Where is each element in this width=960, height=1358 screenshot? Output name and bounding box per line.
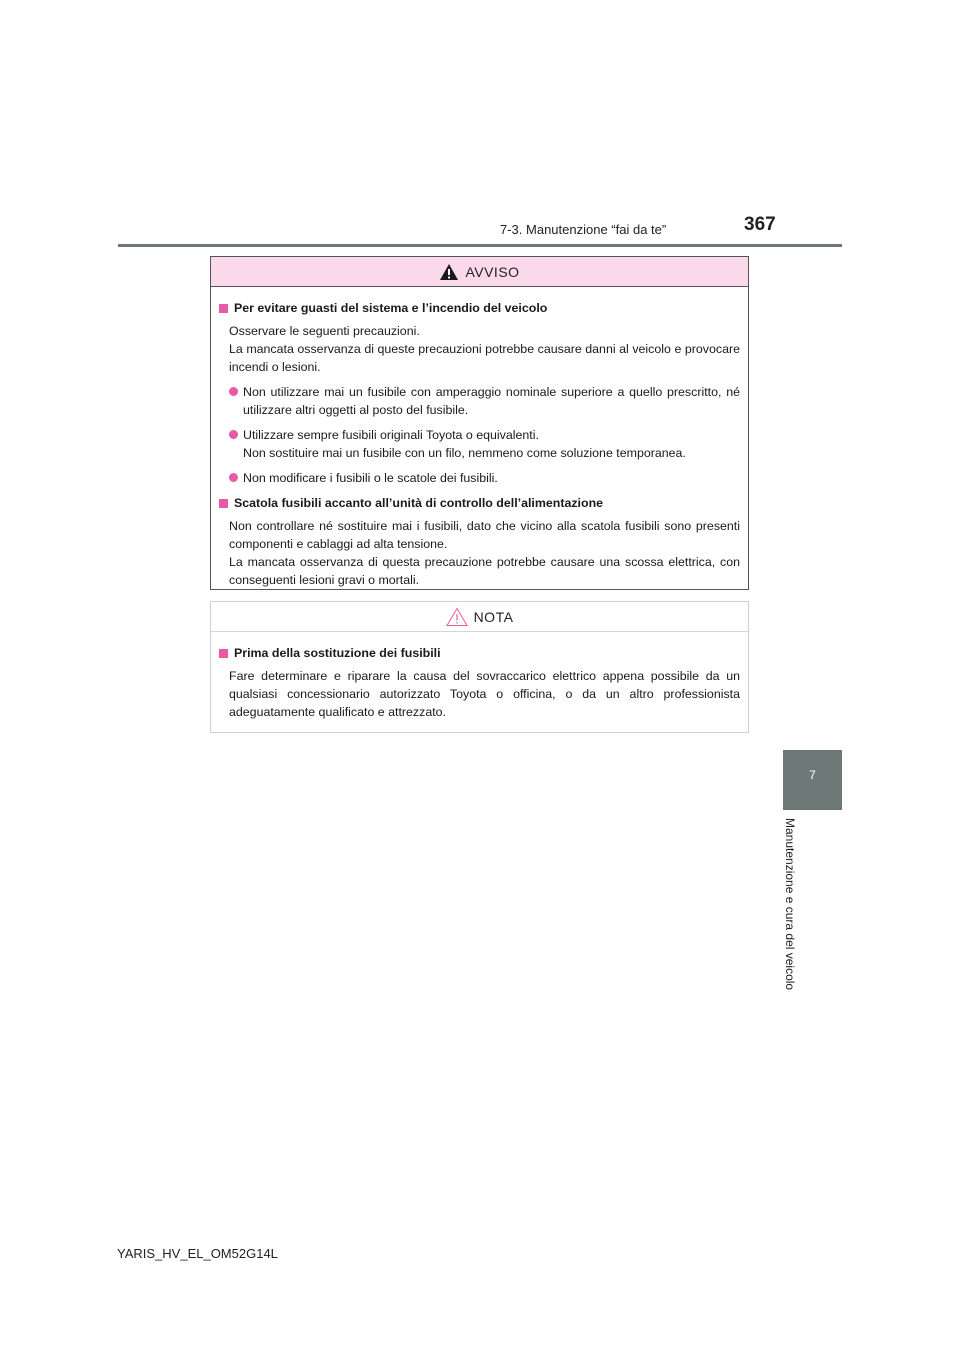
paragraph-line: La mancata osservanza di queste precauzioni potrebbe causare danni al veicolo e provocare incendi o lesioni. (229, 342, 740, 374)
paragraph-line: Osservare le seguenti precauzioni. (229, 324, 420, 338)
list-item (219, 426, 740, 462)
chapter-title: Manutenzione e cura del veicolo (783, 818, 797, 991)
notice-section-title-text: Prima della sostituzione dei fusibili (234, 646, 441, 660)
list-item-text (243, 426, 740, 462)
paragraph-line: La mancata osservanza di questa precauzione potrebbe causare una scossa elettrica, con conseguenti lesioni gravi o mortali. (229, 555, 740, 587)
warning-box (210, 256, 749, 590)
list-item-line: Non utilizzare mai un fusibile con amperaggio nominale superiore a quello prescritto, né utilizzare altri oggetti al posto del fusibile. (243, 385, 740, 417)
round-bullet-icon (229, 387, 238, 396)
warning-triangle-outline-icon (446, 607, 468, 627)
list-item-line: Utilizzare sempre fusibili originali Toyota o equivalenti. (243, 428, 539, 442)
warning-paragraph (219, 517, 740, 589)
square-bullet-icon (219, 499, 228, 508)
warning-section-title (219, 494, 740, 512)
document-code: YARIS_HV_EL_OM52G14L (117, 1246, 278, 1261)
round-bullet-icon (229, 473, 238, 482)
notice-box (210, 601, 749, 733)
list-item (219, 383, 740, 419)
page-number: 367 (744, 214, 776, 235)
warning-title: AVVISO (465, 263, 520, 280)
notice-title: NOTA (473, 608, 514, 625)
list-item-text (243, 383, 740, 419)
warning-paragraph (219, 322, 740, 376)
warning-header (211, 257, 748, 287)
list-item (219, 469, 740, 487)
list-item-text (243, 469, 740, 487)
chapter-tab (783, 750, 842, 810)
round-bullet-icon (229, 430, 238, 439)
notice-section-title (219, 644, 740, 662)
list-item-line: Non modificare i fusibili o le scatole dei fusibili. (243, 471, 498, 485)
paragraph-line: Fare determinare e riparare la causa del sovraccarico elettrico appena possibile da un qualsiasi concessionario autorizzato Toyota o officina, o da un altro professionista adeguatamente qualificato e attrezzato. (229, 669, 740, 719)
square-bullet-icon (219, 304, 228, 313)
warning-section-title (219, 299, 740, 317)
paragraph-line: Non controllare né sostituire mai i fusibili, dato che vicino alla scatola fusibili sono presenti componenti e cablaggi ad alta tensione. (229, 519, 740, 551)
warning-section-title-text: Per evitare guasti del sistema e l’incendio del veicolo (234, 301, 548, 315)
header-divider (118, 244, 842, 247)
warning-body (211, 287, 748, 589)
notice-header (211, 602, 748, 632)
notice-paragraph (219, 667, 740, 721)
section-title: 7-3. Manutenzione “fai da te” (500, 222, 667, 237)
notice-body (211, 632, 748, 721)
warning-section-title-text: Scatola fusibili accanto all’unità di controllo dell’alimentazione (234, 496, 604, 510)
list-item-line: Non sostituire mai un fusibile con un filo, nemmeno come soluzione temporanea. (243, 446, 686, 460)
square-bullet-icon (219, 649, 228, 658)
chapter-title-container (783, 818, 813, 1008)
chapter-number: 7 (809, 768, 816, 782)
warning-triangle-filled-icon (439, 263, 459, 281)
